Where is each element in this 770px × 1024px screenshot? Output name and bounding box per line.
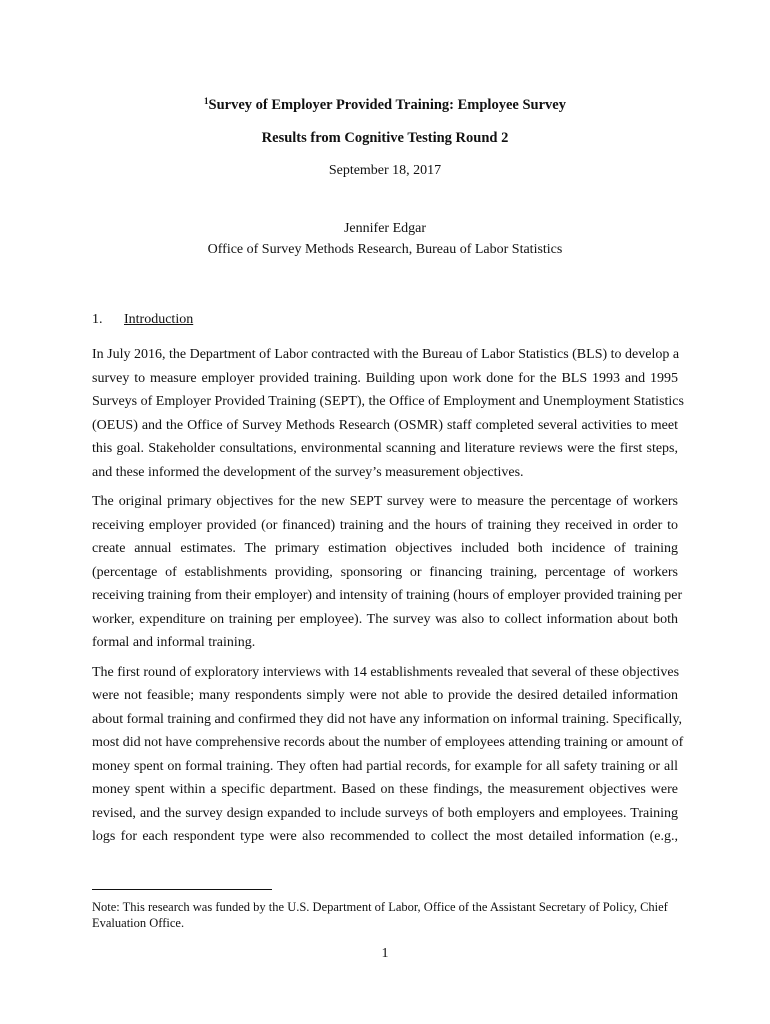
paragraph-line: revised, and the survey design expanded to include surveys of both employers and employees. Training [92, 805, 678, 821]
footnote-marker: 1 [204, 96, 209, 106]
section-title: Introduction [124, 312, 194, 327]
paragraph-line: were not feasible; many respondents simply were not able to provide the desired detailed information [92, 688, 678, 703]
body-text [92, 343, 684, 855]
paragraph-line: formal and informal training. [92, 635, 256, 650]
paragraph-line: and these informed the development of the survey’s measurement objectives. [92, 464, 524, 480]
paragraph-line: In July 2016, the Department of Labor contracted with the Bureau of Labor Statistics (BLS) to develop a [92, 347, 680, 362]
paragraph-line: The first round of exploratory interviews with 14 establishments revealed that several of these objectives [92, 664, 680, 680]
paragraph [92, 661, 684, 849]
paragraph-line: worker, expenditure on training per employee). The survey was also to collect information about both [92, 611, 678, 627]
paragraph-line: receiving training from their employer) and intensity of training (hours of employer provided training per [92, 588, 683, 603]
document-date: September 18, 2017 [328, 163, 442, 178]
title-block [0, 92, 770, 259]
paragraph-line: Surveys of Employer Provided Training (SEPT), the Office of Employment and Unemployment Statistics [92, 394, 684, 409]
paragraph-line: money spent on formal training. They often had partial records, for example for all safety training or all [92, 758, 678, 774]
paragraph-line: most did not have comprehensive records about the number of employees attending training or amount of [92, 735, 684, 750]
author-name: Jennifer Edgar [343, 221, 427, 236]
paragraph-line: this goal. Stakeholder consultations, environmental scanning and literature reviews were the first steps, [92, 441, 678, 456]
paragraph-line: The original primary objectives for the new SEPT survey were to measure the percentage of workers [92, 494, 678, 509]
document-title [0, 92, 770, 114]
paragraph-line: receiving employer provided (or financed) training and the hours of training they received in order to [92, 517, 678, 533]
paragraph-line: about formal training and confirmed they did not have any information on informal training. Specifically, [92, 711, 683, 727]
title-line-1: Survey of Employer Provided Training: Employee Survey [208, 97, 566, 113]
page-number: 1 [381, 946, 389, 961]
document-subtitle: Results from Cognitive Testing Round 2 [261, 130, 509, 146]
footnote-divider [92, 889, 272, 890]
section-heading [92, 311, 392, 329]
paragraph-line: money spent within a specific department. Based on these findings, the measurement objectives were [92, 782, 678, 797]
section-number: 1. [92, 312, 103, 327]
paragraph-line: logs for each respondent type were also recommended to collect the most detailed information (e.g., [92, 829, 678, 844]
footnote [92, 899, 682, 931]
paragraph-line: (OEUS) and the Office of Survey Methods Research (OSMR) staff completed several activities to meet [92, 417, 678, 433]
paragraph [92, 490, 683, 655]
paragraph-line: create annual estimates. The primary estimation objectives included both incidence of training [92, 541, 678, 556]
paragraph [92, 343, 684, 484]
footnote-line-1: Note: This research was funded by the U.S. Department of Labor, Office of the Assistant Secretary of Policy, Chief [92, 900, 668, 914]
paragraph-line: survey to measure employer provided training. Building upon work done for the BLS 1993 and 1995 [92, 370, 678, 386]
footnote-line-2: Evaluation Office. [92, 916, 185, 930]
paragraph-line: (percentage of establishments providing, sponsoring or financing training, percentage of workers [92, 564, 678, 580]
author-affiliation: Office of Survey Methods Research, Bureau of Labor Statistics [207, 242, 563, 257]
